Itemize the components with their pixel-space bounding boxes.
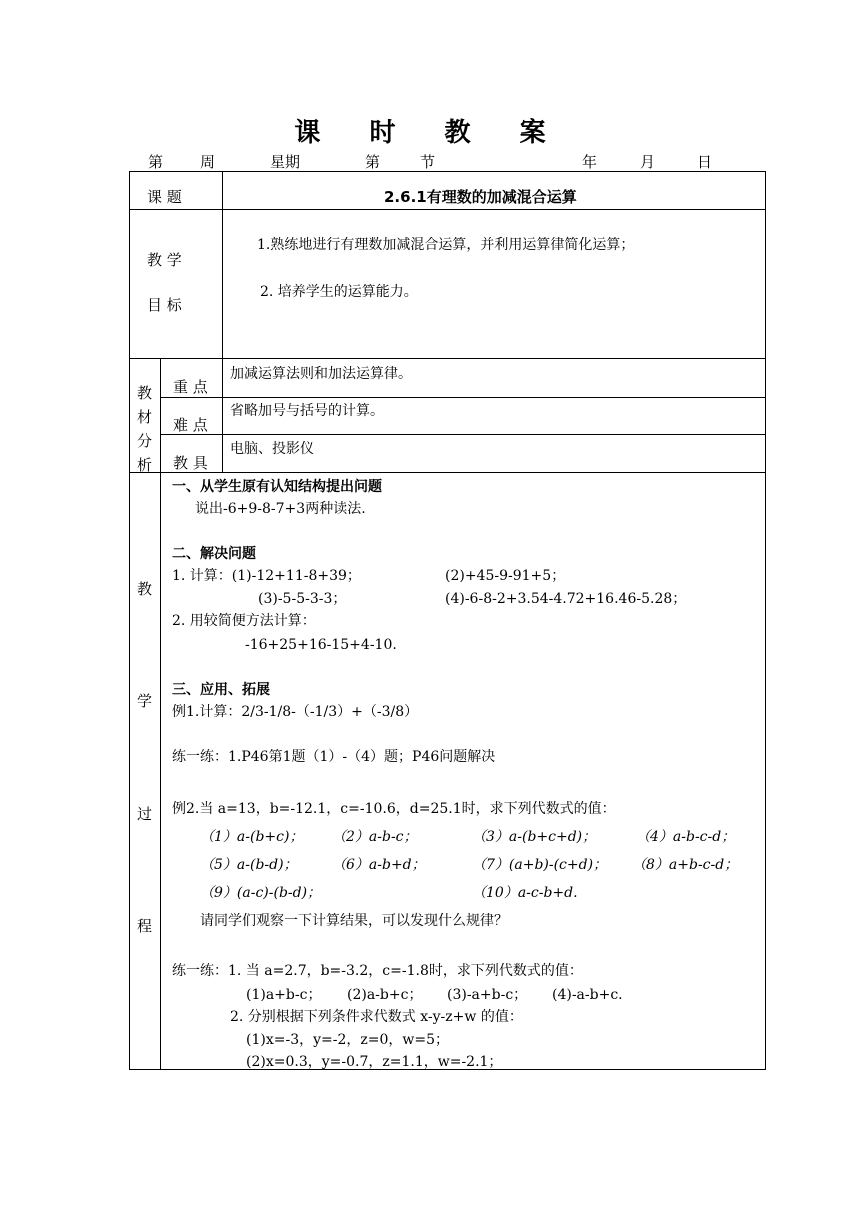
section-1-text: 说出-6+9-8-7+3两种读法. — [195, 501, 366, 517]
practice-2-condition: (1)x=-3，y=-2，z=0，w=5； — [246, 1032, 450, 1048]
header-month: 月 — [640, 153, 656, 171]
calc-2-label: 2. 用较简便方法计算： — [172, 613, 316, 629]
example-2-item: （10）a-c-b+d. — [472, 885, 578, 901]
calc-2-expression: -16+25+16-15+4-10. — [245, 637, 397, 653]
analysis-side-char: 教 — [137, 384, 153, 402]
calc-1-item: (3)-5-5-3-3； — [258, 591, 347, 607]
analysis-side-char: 分 — [137, 432, 153, 450]
header-day: 日 — [697, 153, 713, 171]
practice-2-item: (3)-a+b-c； — [447, 987, 528, 1003]
analysis-side-char: 析 — [137, 456, 153, 474]
example-2-item: （6）a-b+d； — [332, 857, 426, 873]
process-side-char: 程 — [137, 917, 153, 935]
calc-1-item: (2)+45-9-91+5； — [445, 568, 566, 584]
tools-value: 电脑、投影仪 — [230, 441, 314, 457]
practice-2-item: (1)a+b-c； — [246, 987, 322, 1003]
practice-2: 练一练：1. 当 a=2.7，b=-3.2，c=-1.8时，求下列代数式的值： — [172, 963, 583, 979]
practice-2-item: (4)-a-b+c. — [552, 987, 623, 1003]
example-2-item: （5）a-(b-d)； — [200, 857, 298, 873]
key-point-value: 加减运算法则和加法运算律。 — [230, 366, 412, 382]
difficulty-label: 难 点 — [173, 416, 208, 434]
practice-2-item: (2)a-b+c； — [347, 987, 423, 1003]
objective-item: 1.熟练地进行有理数加减混合运算，并利用运算律简化运算； — [257, 237, 635, 253]
page-title: 课 时 教 案 — [294, 118, 566, 148]
practice-1: 练一练：1.P46第1题（1）-（4）题；P46问题解决 — [172, 749, 496, 765]
header-period-prefix: 第 — [365, 153, 381, 171]
process-side-char: 过 — [137, 805, 153, 823]
header-week-prefix: 第 — [148, 153, 164, 171]
example-2-item: （1）a-(b+c)； — [200, 829, 304, 845]
example-2-item: （3）a-(b+c+d)； — [472, 829, 597, 845]
analysis-side-char: 材 — [137, 408, 153, 426]
process-side-char: 教 — [137, 580, 153, 598]
topic-label: 课 题 — [147, 188, 182, 206]
example-1: 例1.计算：2/3-1/8-（-1/3）+（-3/8） — [172, 704, 419, 720]
observe-question: 请同学们观察一下计算结果，可以发现什么规律？ — [200, 913, 508, 929]
example-2-item: （4）a-b-c-d； — [636, 829, 736, 845]
practice-2-question-2: 2. 分别根据下列条件求代数式 x-y-z+w 的值： — [230, 1009, 523, 1025]
example-2-item: （8）a+b-c-d； — [632, 857, 739, 873]
example-2: 例2.当 a=13，b=-12.1，c=-10.6，d=25.1时，求下列代数式的值： — [172, 801, 616, 817]
objective-item: 2. 培养学生的运算能力。 — [260, 284, 418, 300]
objectives-label-1: 教 学 — [147, 251, 182, 269]
tools-label: 教 具 — [173, 454, 208, 472]
header-year: 年 — [582, 153, 598, 171]
section-3-title: 三、应用、拓展 — [172, 682, 270, 698]
header-week-suffix: 周 — [200, 153, 216, 171]
example-2-item: （7）(a+b)-(c+d)； — [472, 857, 608, 873]
section-2-title: 二、解决问题 — [172, 546, 256, 562]
process-side-char: 学 — [137, 692, 153, 710]
example-2-item: （2）a-b-c； — [332, 829, 418, 845]
calc-1-item: (4)-6-8-2+3.54-4.72+16.46-5.28； — [445, 591, 687, 607]
header-period-suffix: 节 — [420, 153, 436, 171]
key-point-label: 重 点 — [173, 378, 208, 396]
calc-1-item: 1. 计算：(1)-12+11-8+39； — [172, 568, 361, 584]
difficulty-value: 省略加号与括号的计算。 — [230, 403, 384, 419]
objectives-label-2: 目 标 — [147, 296, 182, 314]
header-weekday: 星期 — [270, 153, 301, 171]
topic-value: 2.6.1有理数的加减混合运算 — [384, 188, 577, 206]
practice-2-condition: (2)x=0.3，y=-0.7，z=1.1，w=-2.1； — [246, 1054, 503, 1070]
example-2-item: （9）(a-c)-(b-d)； — [200, 885, 322, 901]
section-1-title: 一、从学生原有认知结构提出问题 — [172, 479, 382, 495]
